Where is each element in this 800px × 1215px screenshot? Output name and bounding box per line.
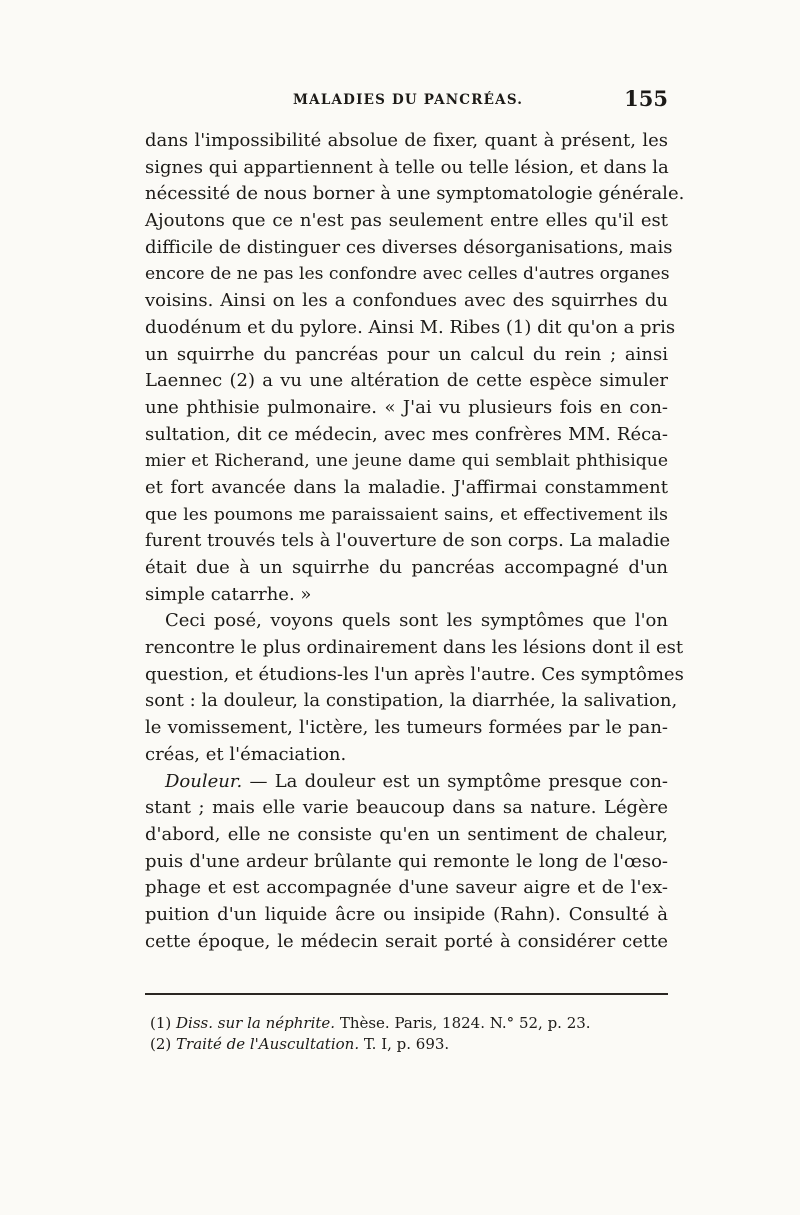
footnote-text: Thèse. Paris, 1824. N.° 52, p. 23. bbox=[335, 1014, 591, 1032]
text-line: était due à un squirrhe du pancréas accompagné d'un bbox=[145, 557, 668, 578]
text-line: cette époque, le médecin serait porté à considérer cette bbox=[145, 930, 668, 952]
text-run: — La douleur est un symptôme presque con- bbox=[242, 770, 668, 792]
text-line: voisins. Ainsi on les a confondues avec des squirrhes du bbox=[145, 290, 668, 312]
footnote-title: Traité de l'Auscultation. bbox=[176, 1035, 360, 1053]
page-header bbox=[145, 86, 668, 118]
footnote-text: T. I, p. 693. bbox=[359, 1035, 450, 1053]
section-heading: Douleur. bbox=[165, 770, 243, 792]
text-line: phage et est accompagnée d'une saveur aigre et de l'ex- bbox=[145, 877, 668, 899]
text-line: nécessité de nous borner à une symptomatologie générale. bbox=[145, 183, 685, 205]
text-line: Ceci posé, voyons quels sont les symptômes que l'on bbox=[165, 610, 668, 632]
text-line: furent trouvés tels à l'ouverture de son corps. La maladie bbox=[145, 530, 671, 552]
text-line: d'abord, elle ne consiste qu'en un sentiment de chaleur, bbox=[145, 823, 668, 845]
body-text bbox=[145, 128, 685, 955]
text-line: stant ; mais elle varie beaucoup dans sa nature. Légère bbox=[145, 797, 668, 819]
text-line: puition d'un liquide âcre ou insipide (Rahn). Consulté à bbox=[145, 903, 668, 925]
text-line: une phthisie pulmonaire. « J'ai vu plusieurs fois en con- bbox=[145, 396, 668, 418]
text-line: sont : la douleur, la constipation, la diarrhée, la salivation, bbox=[145, 690, 678, 712]
text-line: sultation, dit ce médecin, avec mes confrères MM. Réca- bbox=[145, 423, 668, 445]
text-line: encore de ne pas les confondre avec celles d'autres organes bbox=[145, 264, 670, 285]
text-line: rencontre le plus ordinairement dans les lésions dont il est bbox=[145, 637, 684, 659]
footnote bbox=[150, 1013, 660, 1034]
text-line: question, et étudions-les l'un après l'autre. Ces symptômes bbox=[145, 663, 684, 685]
text-line: Laennec (2) a vu une altération de cette espèce simuler bbox=[145, 370, 668, 392]
footnotes bbox=[150, 1013, 660, 1055]
running-head: MALADIES DU PANCRÉAS. bbox=[293, 92, 524, 108]
text-line: Ajoutons que ce n'est pas seulement entre elles qu'il est bbox=[145, 210, 668, 232]
footnote-mark: (2) bbox=[150, 1035, 172, 1053]
text-line: mier et Richerand, une jeune dame qui semblait phthisique bbox=[145, 451, 668, 472]
text-line: difficile de distinguer ces diverses désorganisations, mais bbox=[145, 236, 673, 258]
footnote-rule bbox=[145, 993, 668, 995]
text-line: simple catarrhe. » bbox=[145, 583, 312, 605]
text-line: puis d'une ardeur brûlante qui remonte le long de l'œso- bbox=[145, 850, 668, 872]
text-line: et fort avancée dans la maladie. J'affirmai constamment bbox=[145, 476, 668, 498]
footnote bbox=[150, 1034, 660, 1055]
page-number: 155 bbox=[624, 86, 668, 111]
footnote-mark: (1) bbox=[150, 1014, 172, 1032]
footnote-title: Diss. sur la néphrite. bbox=[176, 1014, 336, 1032]
text-line: le vomissement, l'ictère, les tumeurs formées par le pan- bbox=[145, 717, 668, 739]
text-line: que les poumons me paraissaient sains, et effectivement ils bbox=[145, 504, 668, 525]
text-line: un squirrhe du pancréas pour un calcul du rein ; ainsi bbox=[145, 343, 668, 365]
text-line: créas, et l'émaciation. bbox=[145, 743, 347, 765]
text-line: signes qui appartiennent à telle ou telle lésion, et dans la bbox=[145, 156, 669, 178]
text-line bbox=[145, 769, 668, 796]
text-line: duodénum et du pylore. Ainsi M. Ribes (1) dit qu'on a pris bbox=[145, 316, 676, 338]
text-line: dans l'impossibilité absolue de fixer, quant à présent, les bbox=[145, 130, 668, 151]
